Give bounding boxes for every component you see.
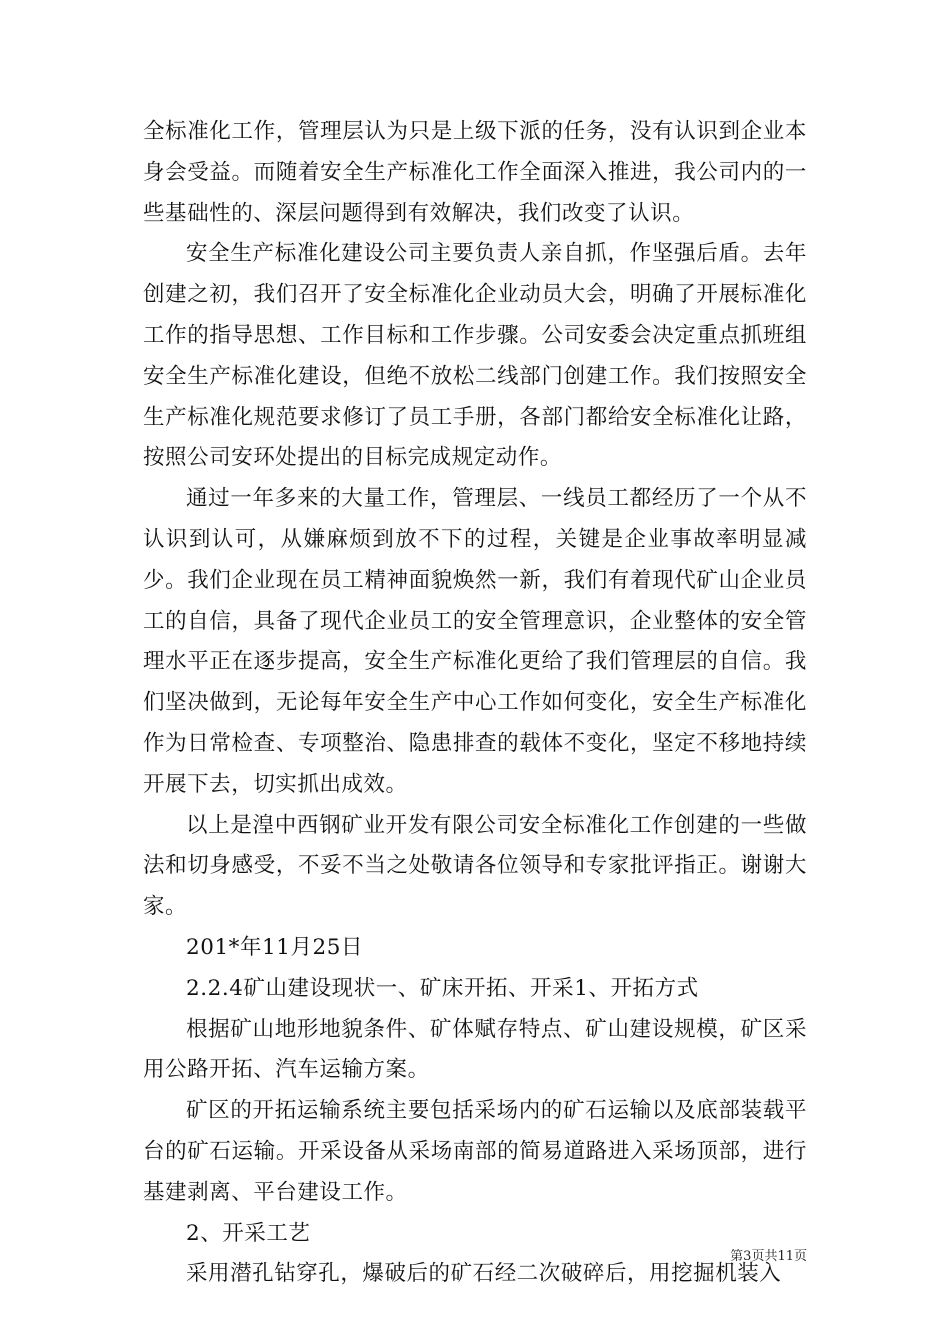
paragraph: 根据矿山地形地貌条件、矿体赋存特点、矿山建设规模，矿区采用公路开拓、汽车运输方案。 xyxy=(143,1016,807,1083)
date-line: 201*年11月25日 xyxy=(186,934,364,960)
page-number-footer: 第3页共11页 xyxy=(730,1249,807,1264)
document-body xyxy=(143,112,807,1295)
paragraph: 矿区的开拓运输系统主要包括采场内的矿石运输以及底部装载平台的矿石运输。开采设备从采场南部的简易道路进入采场顶部，进行基建剥离、平台建设工作。 xyxy=(143,1098,807,1205)
paragraph: 以上是湟中西钢矿业开发有限公司安全标准化工作创建的一些做法和切身感受，不妥不当之处敬请各位领导和专家批评指正。谢谢大家。 xyxy=(143,812,807,920)
paragraph-continued: 全标准化工作，管理层认为只是上级下派的任务，没有认识到企业本身会受益。而随着安全生产标准化工作全面深入推进，我公司内的一些基础性的、深层问题得到有效解决，我们改变了认识。 xyxy=(143,119,807,226)
paragraph: 安全生产标准化建设公司主要负责人亲自抓，作坚强后盾。去年创建之初，我们召开了安全标准化企业动员大会，明确了开展标准化工作的指导思想、工作目标和工作步骤。公司安委会决定重点抓班组安全生产标准化建设，但绝不放松二线部门创建工作。我们按照安全生产标准化规范要求修订了员工手册，各部门都给安全标准化让路，按照公司安环处提出的目标完成规定动作。 xyxy=(143,241,807,471)
subsection-heading: 2、开采工艺 xyxy=(186,1220,311,1246)
paragraph: 采用潜孔钻穿孔，爆破后的矿石经二次破碎后，用挖掘机装入 xyxy=(186,1261,782,1287)
paragraph: 通过一年多来的大量工作，管理层、一线员工都经历了一个从不认识到认可，从嫌麻烦到放不下的过程，关键是企业事故率明显减少。我们企业现在员工精神面貌焕然一新，我们有着现代矿山企业员工的自信，具备了现代企业员工的安全管理意识，企业整体的安全管理水平正在逐步提高，安全生产标准化更给了我们管理层的自信。我们坚决做到，无论每年安全生产中心工作如何变化，安全生产标准化作为日常检查、专项整治、隐患排查的载体不变化，坚定不移地持续开展下去，切实抓出成效。 xyxy=(143,486,807,797)
section-heading: 2.2.4矿山建设现状一、矿床开拓、开采1、开拓方式 xyxy=(186,975,699,1001)
